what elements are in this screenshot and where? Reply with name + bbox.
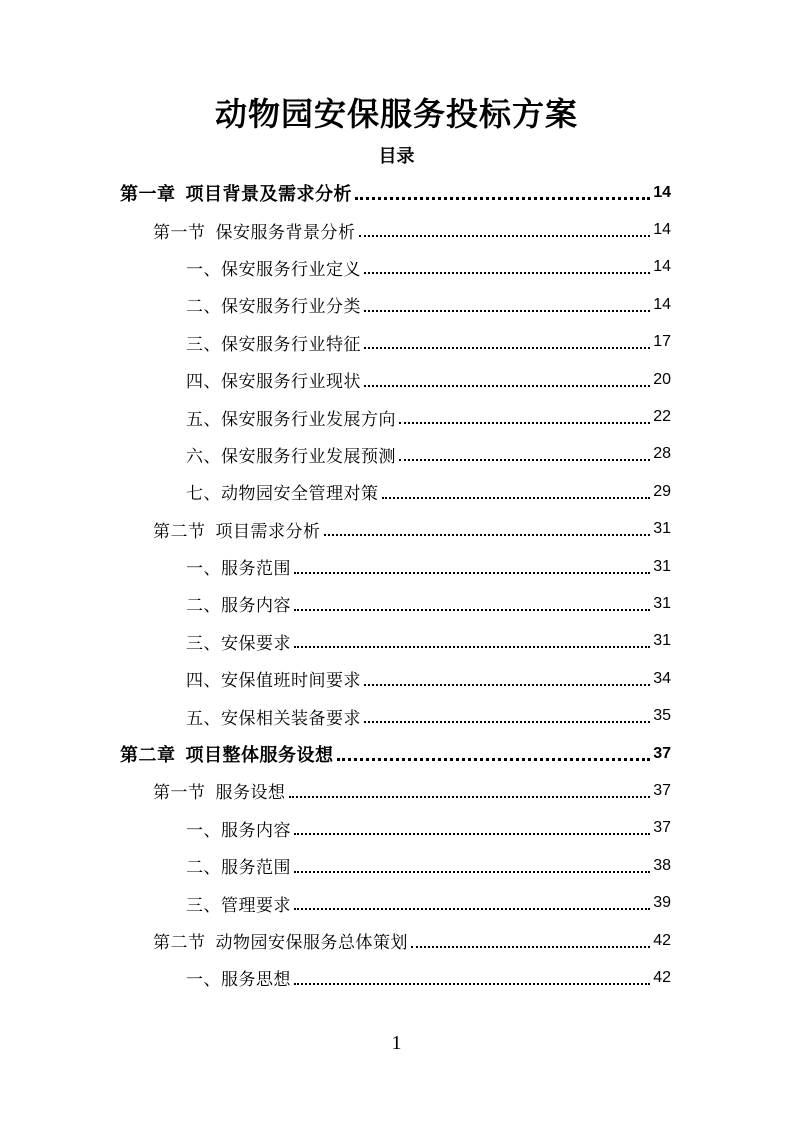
toc-entry-text bbox=[186, 367, 361, 392]
toc-page-number: 31 bbox=[653, 594, 671, 612]
toc-entry-text bbox=[153, 928, 408, 953]
toc-entry-level-1[interactable] bbox=[0, 174, 793, 211]
toc-entry-level-3[interactable] bbox=[0, 473, 793, 510]
toc-entry-text bbox=[186, 442, 396, 467]
toc-entry-number: 二、 bbox=[186, 297, 221, 318]
toc-page-number: 22 bbox=[653, 408, 671, 426]
toc-entry-text bbox=[186, 479, 379, 504]
toc-entry-text bbox=[120, 180, 352, 206]
toc-entry-title: 保安服务行业现状 bbox=[221, 372, 361, 393]
toc-entry-text bbox=[153, 517, 321, 542]
toc-entry-level-2[interactable] bbox=[0, 511, 793, 548]
toc-page-number: 20 bbox=[653, 370, 671, 388]
toc-entry-number: 第二节 bbox=[153, 933, 206, 953]
toc-page-number: 29 bbox=[653, 482, 671, 500]
toc-entry-title: 管理要求 bbox=[221, 895, 291, 916]
toc-entry-text bbox=[186, 853, 291, 878]
toc-dot-leader bbox=[294, 572, 650, 574]
toc-dot-leader bbox=[382, 497, 651, 499]
toc-dot-leader bbox=[294, 871, 650, 873]
toc-entry-number: 七、 bbox=[186, 484, 221, 505]
toc-page-number: 14 bbox=[653, 295, 671, 313]
toc-entry-title: 动物园安全管理对策 bbox=[221, 484, 379, 505]
toc-entry-text bbox=[186, 255, 361, 280]
toc-entry-level-3[interactable] bbox=[0, 810, 793, 847]
toc-dot-leader bbox=[364, 347, 650, 349]
toc-entry-level-3[interactable] bbox=[0, 436, 793, 473]
toc-entry-level-3[interactable] bbox=[0, 623, 793, 660]
toc-entry-number: 五、 bbox=[186, 409, 221, 430]
toc-entry-title: 项目背景及需求分析 bbox=[185, 183, 352, 205]
toc-entry-number: 一、 bbox=[186, 259, 221, 280]
toc-entry-title: 动物园安保服务总体策划 bbox=[215, 933, 408, 953]
toc-entry-text bbox=[186, 405, 396, 430]
toc-entry-number: 一、 bbox=[186, 559, 221, 580]
toc-entry-title: 保安服务行业分类 bbox=[221, 297, 361, 318]
toc-entry-title: 保安服务行业定义 bbox=[221, 259, 361, 280]
toc-entry-text bbox=[186, 554, 291, 579]
document-title: 动物园安保服务投标方案 bbox=[214, 95, 578, 133]
toc-entry-text bbox=[186, 591, 291, 616]
toc-entry-number: 一、 bbox=[186, 820, 221, 841]
toc-entry-text bbox=[186, 816, 291, 841]
toc-entry-title: 保安服务行业发展预测 bbox=[221, 446, 396, 467]
toc-entry-title: 服务思想 bbox=[221, 970, 291, 991]
toc-page-number: 35 bbox=[653, 707, 671, 725]
toc-page-number: 14 bbox=[653, 258, 671, 276]
toc-entry-text bbox=[153, 218, 356, 243]
toc-heading: 目录 bbox=[378, 146, 415, 167]
toc-dot-leader bbox=[294, 646, 650, 648]
toc-entry-level-3[interactable] bbox=[0, 847, 793, 884]
toc-entry-level-3[interactable] bbox=[0, 959, 793, 996]
toc-entry-level-3[interactable] bbox=[0, 884, 793, 921]
toc-entry-level-3[interactable] bbox=[0, 361, 793, 398]
toc-entry-number: 第一节 bbox=[153, 222, 206, 243]
toc-entry-level-3[interactable] bbox=[0, 324, 793, 361]
toc-dot-leader bbox=[364, 385, 650, 387]
toc-page-number: 14 bbox=[653, 221, 671, 239]
toc-entry-number: 三、 bbox=[186, 334, 221, 355]
toc-entry-text bbox=[186, 330, 361, 355]
toc-page-number: 17 bbox=[653, 333, 671, 351]
toc-entry-title: 保安服务行业特征 bbox=[221, 334, 361, 355]
toc-entry-text bbox=[120, 741, 334, 767]
toc-entry-level-2[interactable] bbox=[0, 772, 793, 809]
toc-entry-number: 第一章 bbox=[120, 183, 176, 205]
toc-entry-title: 安保相关装备要求 bbox=[221, 708, 361, 729]
toc-dot-leader bbox=[294, 833, 650, 835]
toc-entry-title: 服务范围 bbox=[221, 559, 291, 580]
toc-entry-level-2[interactable] bbox=[0, 211, 793, 248]
toc-entry-number: 五、 bbox=[186, 708, 221, 729]
toc-entry-number: 二、 bbox=[186, 858, 221, 879]
toc-dot-leader bbox=[411, 946, 650, 948]
toc-entry-level-2[interactable] bbox=[0, 922, 793, 959]
toc-entry-title: 服务设想 bbox=[215, 783, 286, 804]
toc-page-number: 38 bbox=[653, 856, 671, 874]
toc-page-number: 39 bbox=[653, 894, 671, 912]
toc-entry-text bbox=[186, 292, 361, 317]
toc-page-number: 34 bbox=[653, 669, 671, 687]
toc-entry-number: 三、 bbox=[186, 633, 221, 654]
toc-dot-leader bbox=[294, 609, 650, 611]
toc-page-number: 28 bbox=[653, 445, 671, 463]
toc-dot-leader bbox=[294, 983, 650, 985]
toc-entry-level-3[interactable] bbox=[0, 286, 793, 323]
toc-dot-leader bbox=[359, 235, 651, 237]
toc-dot-leader bbox=[364, 721, 650, 723]
toc-dot-leader bbox=[324, 534, 651, 536]
toc-page-number: 42 bbox=[653, 931, 671, 949]
toc-page-number: 31 bbox=[653, 632, 671, 650]
toc-entry-number: 第一节 bbox=[153, 783, 206, 804]
toc-entry-text bbox=[186, 965, 291, 990]
toc-entry-number: 第二章 bbox=[120, 744, 176, 766]
toc-dot-leader bbox=[337, 758, 651, 761]
toc-page-number: 14 bbox=[653, 183, 671, 201]
toc-entry-title: 服务内容 bbox=[221, 820, 291, 841]
toc-page-number: 31 bbox=[653, 520, 671, 538]
toc-entry-level-1[interactable] bbox=[0, 735, 793, 772]
toc-page-number: 31 bbox=[653, 557, 671, 575]
toc-entry-number: 一、 bbox=[186, 970, 221, 991]
toc-entry-text bbox=[153, 778, 286, 803]
toc-dot-leader bbox=[399, 459, 650, 461]
toc-entry-level-3[interactable] bbox=[0, 585, 793, 622]
toc-entry-level-3[interactable] bbox=[0, 398, 793, 435]
toc-entry-level-3[interactable] bbox=[0, 697, 793, 734]
toc-entry-number: 二、 bbox=[186, 596, 221, 617]
toc-page-number: 37 bbox=[653, 781, 671, 799]
toc-dot-leader bbox=[399, 422, 650, 424]
toc-entry-level-3[interactable] bbox=[0, 660, 793, 697]
toc-dot-leader bbox=[364, 272, 650, 274]
toc-dot-leader bbox=[289, 796, 651, 798]
toc-entry-title: 安保要求 bbox=[221, 633, 291, 654]
toc-entry-title: 安保值班时间要求 bbox=[221, 671, 361, 692]
toc-entry-number: 六、 bbox=[186, 446, 221, 467]
toc-entry-title: 服务内容 bbox=[221, 596, 291, 617]
toc-entry-text bbox=[186, 666, 361, 691]
table-of-contents bbox=[0, 174, 793, 997]
toc-entry-title: 项目需求分析 bbox=[215, 521, 321, 542]
toc-entry-text bbox=[186, 891, 291, 916]
page-number: 1 bbox=[391, 1032, 402, 1054]
toc-entry-number: 四、 bbox=[186, 671, 221, 692]
toc-entry-title: 保安服务背景分析 bbox=[215, 222, 356, 243]
toc-page-number: 37 bbox=[653, 819, 671, 837]
toc-dot-leader bbox=[364, 684, 650, 686]
toc-entry-title: 项目整体服务设想 bbox=[185, 744, 334, 766]
toc-entry-title: 服务范围 bbox=[221, 858, 291, 879]
toc-entry-level-3[interactable] bbox=[0, 548, 793, 585]
toc-entry-number: 第二节 bbox=[153, 521, 206, 542]
toc-entry-text bbox=[186, 629, 291, 654]
toc-entry-number: 三、 bbox=[186, 895, 221, 916]
toc-entry-text bbox=[186, 704, 361, 729]
toc-dot-leader bbox=[364, 310, 650, 312]
toc-entry-number: 四、 bbox=[186, 372, 221, 393]
toc-entry-level-3[interactable] bbox=[0, 249, 793, 286]
toc-page-number: 42 bbox=[653, 968, 671, 986]
toc-page-number: 37 bbox=[653, 744, 671, 762]
toc-dot-leader bbox=[294, 908, 650, 910]
toc-entry-title: 保安服务行业发展方向 bbox=[221, 409, 396, 430]
toc-dot-leader bbox=[355, 197, 650, 200]
